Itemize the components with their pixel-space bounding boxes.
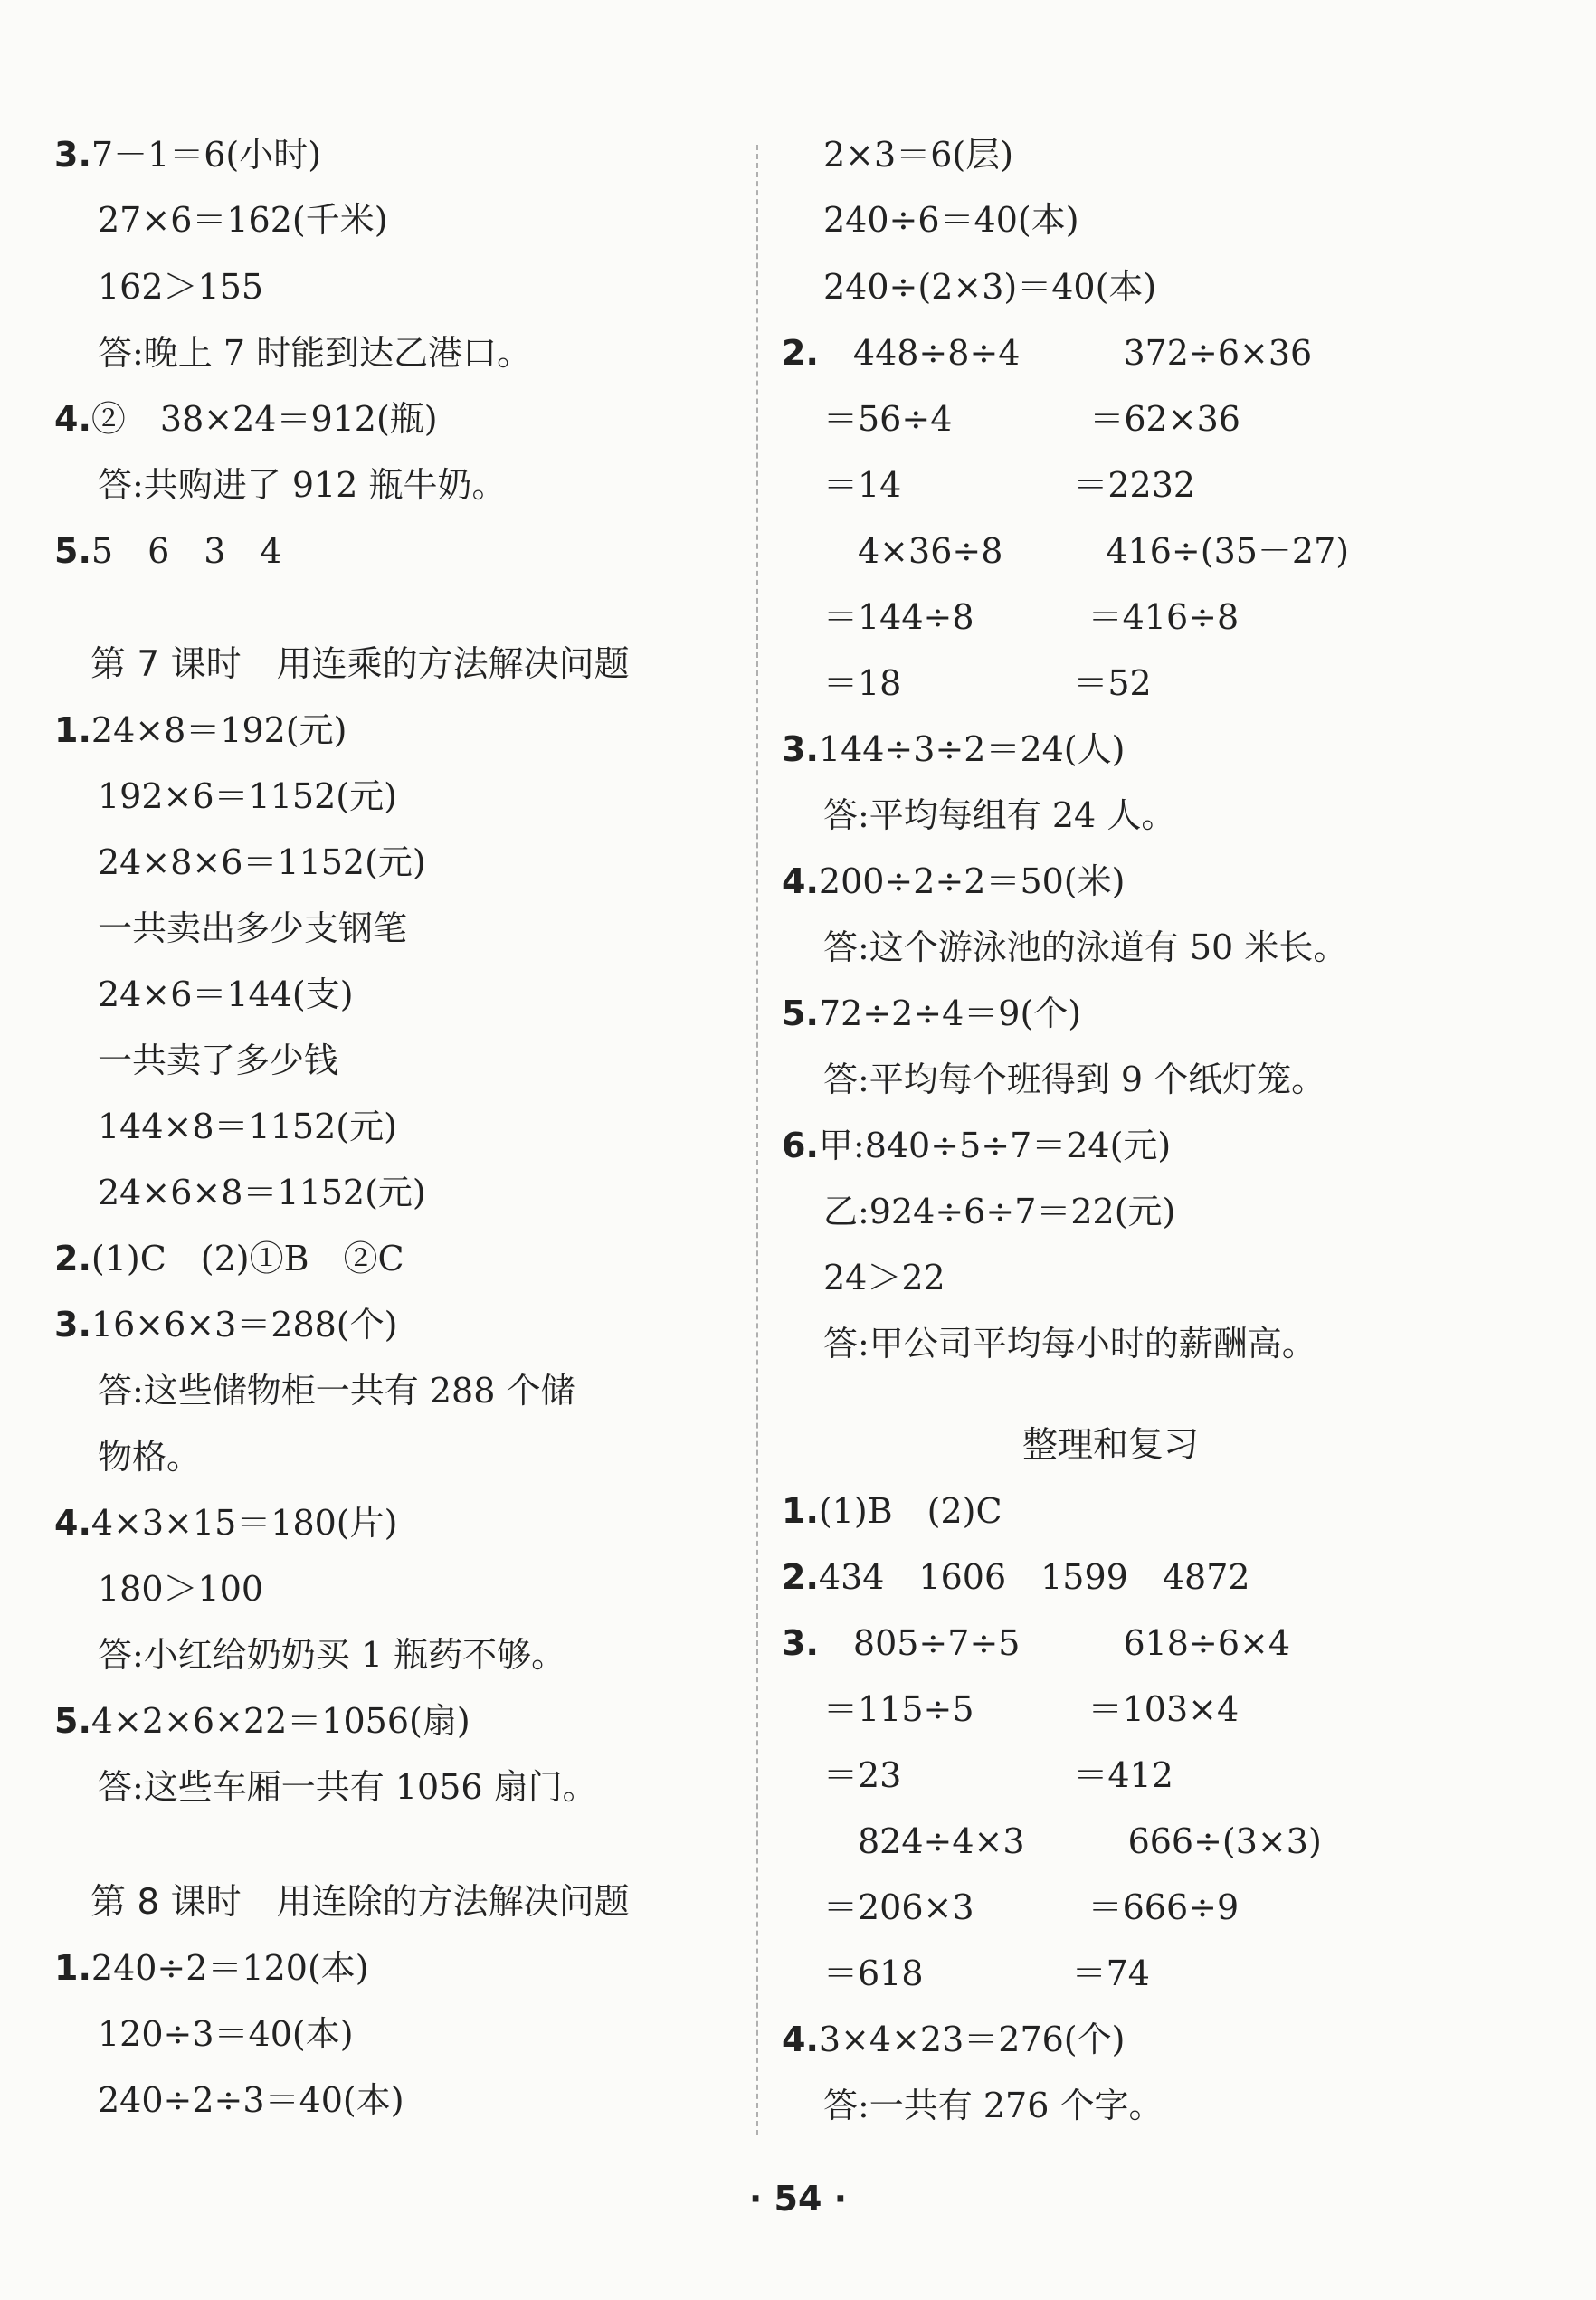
section-heading: 第 8 课时 用连除的方法解决问题 bbox=[90, 1882, 630, 1923]
answer-item bbox=[782, 729, 1126, 769]
answer-text: 答:平均每组有 24 人。 bbox=[823, 795, 1176, 835]
answer-line bbox=[823, 1194, 1175, 1229]
item-number: 1. bbox=[782, 1491, 819, 1531]
answer-line bbox=[823, 135, 1014, 175]
answer-line bbox=[823, 200, 1079, 240]
answer-text: ＝206×3 ＝666÷9 bbox=[823, 1887, 1240, 1927]
answer-text: 180＞100 bbox=[98, 1569, 264, 1609]
answer-item bbox=[782, 1623, 1291, 1663]
item-number: 4. bbox=[782, 861, 819, 901]
answer-text: 答:晚上 7 时能到达乙港口。 bbox=[98, 333, 532, 373]
answer-line bbox=[98, 267, 264, 307]
section-heading: 整理和复习 bbox=[1022, 1425, 1200, 1466]
answer-text: 5 6 3 4 bbox=[90, 531, 282, 571]
answer-line bbox=[98, 1371, 575, 1411]
answer-line bbox=[823, 465, 1196, 505]
item-number: 2. bbox=[782, 1557, 819, 1597]
answer-line bbox=[98, 2080, 404, 2120]
answer-item bbox=[54, 399, 438, 439]
item-number: 2. bbox=[54, 1239, 91, 1278]
answer-text: 24×6＝144(支) bbox=[98, 974, 354, 1014]
answer-text: 答:这些储物柜一共有 288 个储 bbox=[98, 1371, 575, 1411]
answer-text: ＝23 ＝412 bbox=[823, 1755, 1173, 1795]
answer-text: 4×2×6×22＝1056(扇) bbox=[90, 1701, 470, 1741]
answer-text: 240÷6＝40(本) bbox=[823, 200, 1079, 240]
answer-line bbox=[98, 1043, 338, 1078]
answer-text: 24×6×8＝1152(元) bbox=[98, 1173, 426, 1212]
answer-text: 答:这个游泳池的泳道有 50 米长。 bbox=[823, 927, 1348, 967]
answer-line bbox=[823, 1821, 1322, 1861]
answer-item bbox=[54, 1241, 404, 1276]
answer-item bbox=[782, 1491, 1002, 1531]
answer-text: 4×36÷8 416÷(35－27) bbox=[823, 531, 1350, 571]
answer-line bbox=[98, 1569, 264, 1609]
answer-line bbox=[823, 795, 1176, 835]
answer-line bbox=[823, 663, 1152, 703]
section-heading: 第 7 课时 用连乘的方法解决问题 bbox=[90, 644, 630, 685]
answer-line bbox=[98, 2014, 354, 2054]
item-number: 4. bbox=[54, 399, 91, 439]
answer-text: 448÷8÷4 372÷6×36 bbox=[818, 333, 1313, 373]
answer-text: ＝144÷8 ＝416÷8 bbox=[823, 597, 1240, 637]
answer-line bbox=[823, 531, 1350, 571]
answer-line bbox=[823, 1324, 1316, 1364]
answer-line bbox=[823, 399, 1240, 439]
answer-text: 27×6＝162(千米) bbox=[98, 200, 388, 240]
item-number: 3. bbox=[782, 729, 819, 769]
answer-text: 答:共购进了 912 瓶牛奶。 bbox=[98, 465, 507, 505]
answer-text: (1)B (2)C bbox=[818, 1491, 1002, 1531]
answer-text: 甲:840÷5÷7＝24(元) bbox=[818, 1126, 1172, 1165]
answer-item bbox=[54, 135, 322, 175]
answer-line bbox=[98, 1437, 202, 1477]
answer-text: 3×4×23＝276(个) bbox=[818, 2020, 1126, 2059]
answer-line bbox=[823, 1887, 1240, 1927]
answer-line bbox=[98, 842, 426, 882]
answer-text: 240÷2＝120(本) bbox=[90, 1948, 369, 1988]
answer-item bbox=[782, 333, 1313, 373]
answer-text: 24×8×6＝1152(元) bbox=[98, 842, 426, 882]
answer-text: ＝115÷5 ＝103×4 bbox=[823, 1689, 1240, 1729]
answer-text: 192×6＝1152(元) bbox=[98, 776, 397, 816]
answer-line bbox=[98, 1109, 397, 1144]
answer-text: 物格。 bbox=[98, 1437, 202, 1477]
item-number: 4. bbox=[54, 1503, 91, 1543]
answer-text: 120÷3＝40(本) bbox=[98, 2014, 354, 2054]
answer-item bbox=[54, 1701, 470, 1741]
answer-item bbox=[782, 1557, 1250, 1597]
answer-text: 240÷2÷3＝40(本) bbox=[98, 2080, 404, 2120]
answer-text: 答:一共有 276 个字。 bbox=[823, 2086, 1164, 2125]
answer-item bbox=[782, 2022, 1125, 2057]
answer-text: 一共卖了多少钱 bbox=[98, 1041, 339, 1080]
answer-text: 824÷4×3 666÷(3×3) bbox=[823, 1821, 1322, 1861]
item-number: 1. bbox=[54, 1948, 91, 1988]
item-number: 3. bbox=[54, 135, 91, 175]
answer-item bbox=[782, 861, 1126, 901]
answer-line bbox=[823, 1260, 945, 1295]
answer-text: ＝56÷4 ＝62×36 bbox=[823, 399, 1240, 439]
answer-line bbox=[98, 465, 507, 505]
answer-line bbox=[823, 2088, 1164, 2123]
answer-text: 240÷(2×3)＝40(本) bbox=[823, 267, 1157, 307]
column-divider bbox=[756, 145, 758, 2135]
answer-text: 24×8＝192(元) bbox=[90, 710, 347, 750]
answer-text: 答:平均每个班得到 9 个纸灯笼。 bbox=[823, 1060, 1326, 1099]
answer-text: 2×3＝6(层) bbox=[823, 135, 1014, 175]
item-number: 6. bbox=[782, 1126, 819, 1165]
answer-text: ＝618 ＝74 bbox=[823, 1953, 1150, 1993]
answer-text: 434 1606 1599 4872 bbox=[818, 1557, 1250, 1597]
answer-item bbox=[782, 993, 1082, 1033]
answer-text: 162＞155 bbox=[98, 267, 264, 307]
answer-line bbox=[98, 333, 532, 373]
answer-text: 答:小红给奶奶买 1 瓶药不够。 bbox=[98, 1635, 566, 1675]
answer-line bbox=[823, 1755, 1173, 1795]
item-number: 3. bbox=[54, 1305, 91, 1345]
answer-text: 144÷3÷2＝24(人) bbox=[818, 729, 1126, 769]
answer-line bbox=[98, 1635, 566, 1675]
item-number: 1. bbox=[54, 710, 91, 750]
answer-line bbox=[98, 776, 397, 816]
answer-text: 乙:924÷6÷7＝22(元) bbox=[823, 1192, 1176, 1231]
answer-text: ＝14 ＝2232 bbox=[823, 465, 1196, 505]
answer-item bbox=[54, 531, 282, 571]
answer-line bbox=[98, 200, 388, 240]
answer-text: 805÷7÷5 618÷6×4 bbox=[818, 1623, 1291, 1663]
answer-line bbox=[823, 1953, 1150, 1993]
answer-text: 答:甲公司平均每小时的薪酬高。 bbox=[823, 1324, 1316, 1364]
answer-line bbox=[98, 1175, 426, 1210]
answer-line bbox=[98, 908, 408, 948]
answer-text: 24＞22 bbox=[823, 1258, 945, 1297]
answer-text: ＝18 ＝52 bbox=[823, 663, 1152, 703]
answer-text: 200÷2÷2＝50(米) bbox=[818, 861, 1126, 901]
item-number: 5. bbox=[782, 993, 819, 1033]
page-number: · 54 · bbox=[748, 2179, 848, 2219]
answer-item bbox=[54, 1503, 398, 1543]
item-number: 2. bbox=[782, 333, 819, 373]
answer-item bbox=[54, 1948, 369, 1988]
answer-text: 一共卖出多少支钢笔 bbox=[98, 908, 408, 948]
answer-line bbox=[823, 1689, 1240, 1729]
answer-line bbox=[823, 1062, 1325, 1097]
answer-item bbox=[782, 1128, 1171, 1163]
answer-text: (1)C (2)①B ②C bbox=[90, 1239, 404, 1278]
answer-text: 72÷2÷4＝9(个) bbox=[818, 993, 1082, 1033]
answer-text: 7－1＝6(小时) bbox=[90, 135, 322, 175]
answer-line bbox=[823, 927, 1348, 967]
answer-text: ② 38×24＝912(瓶) bbox=[90, 399, 438, 439]
answer-line bbox=[98, 1767, 597, 1807]
answer-line bbox=[823, 597, 1240, 637]
answer-text: 16×6×3＝288(个) bbox=[90, 1305, 398, 1345]
item-number: 5. bbox=[54, 531, 91, 571]
scan-top-mark bbox=[0, 0, 271, 63]
item-number: 5. bbox=[54, 1701, 91, 1741]
answer-item bbox=[54, 710, 347, 750]
answer-text: 144×8＝1152(元) bbox=[98, 1107, 397, 1146]
answer-item bbox=[54, 1305, 398, 1345]
answer-text: 4×3×15＝180(片) bbox=[90, 1503, 398, 1543]
answer-line bbox=[98, 974, 354, 1014]
item-number: 4. bbox=[782, 2020, 819, 2059]
answer-line bbox=[823, 267, 1157, 307]
item-number: 3. bbox=[782, 1623, 819, 1663]
answer-text: 答:这些车厢一共有 1056 扇门。 bbox=[98, 1767, 597, 1807]
